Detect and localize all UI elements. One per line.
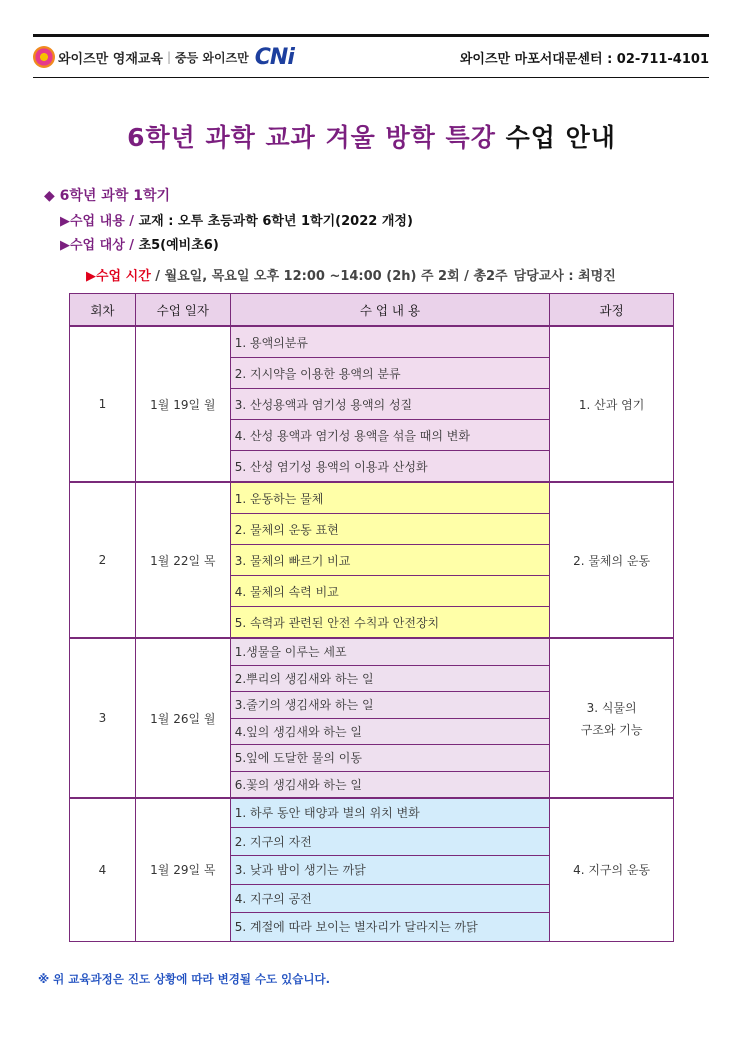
session-course: 2. 물체의 운동 [550, 482, 674, 638]
lesson-item: 5. 계절에 따라 보이는 별자리가 달라지는 까닭 [230, 913, 549, 942]
session-number: 4 [70, 798, 136, 941]
section-heading: ◆ 6학년 과학 1학기 [44, 188, 171, 204]
table-header-row [70, 294, 674, 327]
lesson-item: 6.꽃의 생김새와 하는 일 [230, 771, 549, 798]
center-contact: 와이즈만 마포서대문센터 : 02-711-4101 [459, 51, 709, 67]
lesson-item: 3. 산성용액과 염기성 용액의 성질 [230, 389, 549, 420]
session-number: 1 [70, 326, 136, 482]
teacher-name: 담당교사 : 최명진 [513, 269, 616, 284]
header-session: 회차 [70, 294, 136, 327]
lesson-item: 2. 물체의 운동 표현 [230, 514, 549, 545]
lesson-item: 4. 지구의 공전 [230, 884, 549, 913]
brand-wiseman: 와이즈만 영재교육 [58, 51, 163, 67]
cni-logo: CNi [254, 44, 294, 70]
course-target: ▶수업 대상 / 초5(예비초6) [60, 238, 219, 253]
lesson-item: 3. 물체의 빠르기 비교 [230, 545, 549, 576]
lesson-item: 3. 낮과 밤이 생기는 까닭 [230, 856, 549, 885]
session-date: 1월 19일 월 [135, 326, 230, 482]
header-course: 과정 [550, 294, 674, 327]
session-course: 1. 산과 염기 [550, 326, 674, 482]
header-bottom-rule [33, 77, 709, 78]
session-course-line2: 구조와 기능 [580, 722, 643, 737]
lesson-item: 1. 용액의분류 [230, 326, 549, 358]
header-bar [33, 44, 709, 70]
header-date: 수업 일자 [135, 294, 230, 327]
lesson-item: 4.잎의 생김새와 하는 일 [230, 718, 549, 745]
table-row [70, 326, 674, 358]
lesson-item: 1.생물을 이루는 세포 [230, 638, 549, 665]
session-course-line1: 3. 식물의 [586, 700, 637, 715]
header-top-rule [33, 34, 709, 37]
lesson-item: 1. 하루 동안 태양과 별의 위치 변화 [230, 798, 549, 827]
page-title: 6학년 과학 교과 겨울 방학 특강 수업 안내 [127, 123, 616, 152]
session-date: 1월 26일 월 [135, 638, 230, 798]
session-date: 1월 22일 목 [135, 482, 230, 638]
brand-separator: | [167, 50, 172, 64]
session-number: 2 [70, 482, 136, 638]
lesson-item: 5.잎에 도달한 물의 이동 [230, 745, 549, 772]
session-number: 3 [70, 638, 136, 798]
brand-middle-school: 중등 와이즈만 [175, 50, 249, 65]
lesson-item: 4. 산성 용액과 염기성 용액을 섞을 때의 변화 [230, 420, 549, 451]
lesson-item: 2. 지구의 자전 [230, 827, 549, 856]
course-time: ▶수업 시간 / 월요일, 목요일 오후 12:00 ~14:00 (2h) 주 2회 / 총2주 담당교사 : 최명진 [86, 269, 616, 284]
session-course: 4. 지구의 운동 [550, 798, 674, 941]
schedule-table [69, 293, 674, 942]
lesson-item: 5. 산성 염기성 용액의 이용과 산성화 [230, 451, 549, 483]
lesson-item: 1. 운동하는 물체 [230, 482, 549, 514]
lesson-item: 3.줄기의 생김새와 하는 일 [230, 692, 549, 719]
lesson-item: 2. 지시약을 이용한 용액의 분류 [230, 358, 549, 389]
footnote: ※ 위 교육과정은 진도 상황에 따라 변경될 수도 있습니다. [38, 972, 330, 986]
session-date: 1월 29일 목 [135, 798, 230, 941]
session-course [550, 638, 674, 798]
table-row [70, 638, 674, 665]
lesson-item: 4. 물체의 속력 비교 [230, 576, 549, 607]
lesson-item: 2.뿌리의 생김새와 하는 일 [230, 665, 549, 692]
table-row [70, 482, 674, 514]
course-content: ▶수업 내용 / 교재 : 오투 초등과학 6학년 1학기(2022 개정) [60, 214, 413, 229]
lesson-item: 5. 속력과 관련된 안전 수칙과 안전장치 [230, 607, 549, 639]
wiseman-logo-icon [33, 46, 55, 68]
table-row [70, 798, 674, 827]
header-content: 수 업 내 용 [230, 294, 549, 327]
